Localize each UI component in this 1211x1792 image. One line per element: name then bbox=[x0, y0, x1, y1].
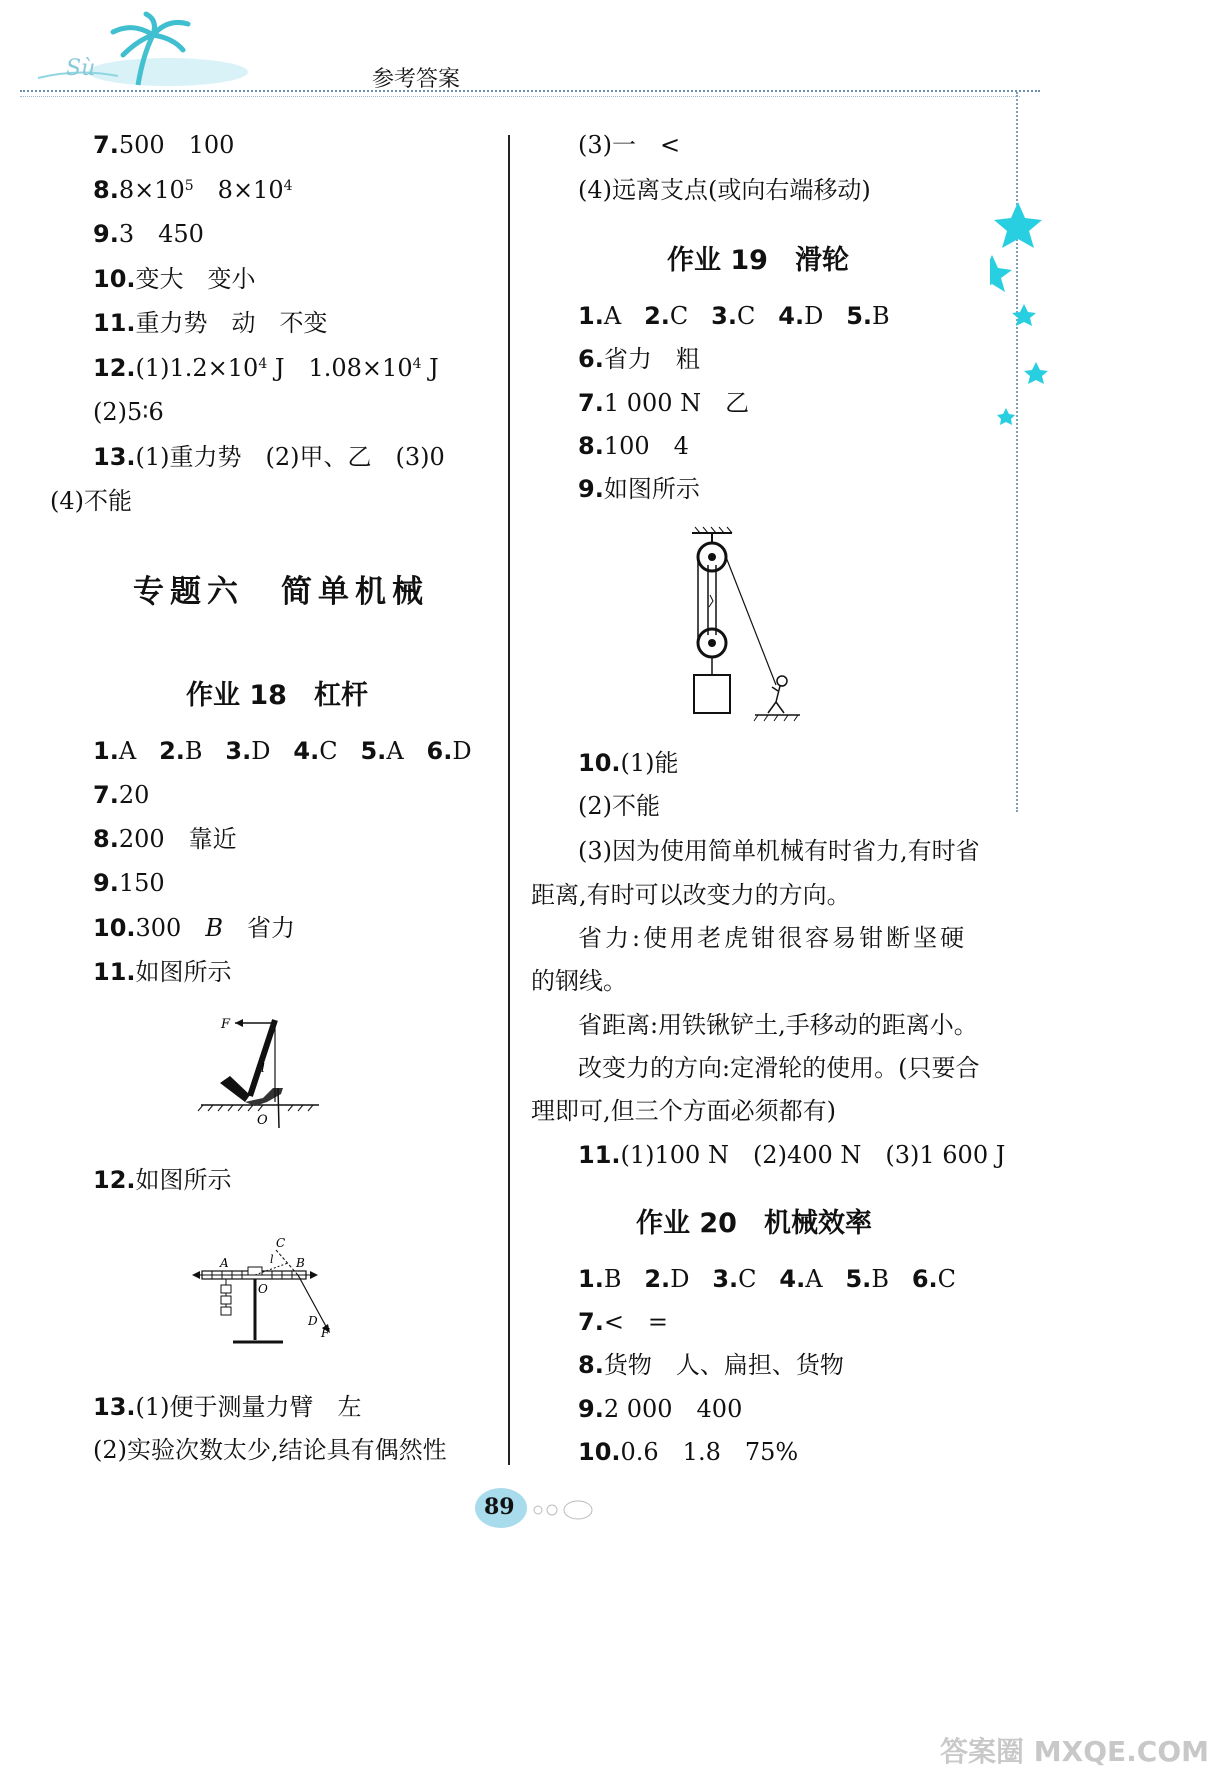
hw20-answer-10: 10.0.6 1.8 75% bbox=[578, 1438, 799, 1466]
hw20-answer-8: 8.货物 人、扁担、货物 bbox=[578, 1351, 844, 1379]
lever-figure-11 bbox=[195, 1010, 325, 1130]
hw19-answer-9: 9.如图所示 bbox=[578, 475, 700, 503]
hw19-answer-10-force-line2: 的钢线。 bbox=[531, 967, 627, 995]
answer-c4: (4)远离支点(或向右端移动) bbox=[578, 176, 871, 204]
hw19-answer-7: 7.1 000 N 乙 bbox=[578, 389, 750, 417]
hw19-answer-10-direction-line1: 改变力的方向:定滑轮的使用。(只要合 bbox=[578, 1054, 980, 1082]
hw18-answer-11: 11.如图所示 bbox=[93, 958, 232, 986]
answer-8: $8.8\times 10^5$ $8\times 10^4$ bbox=[93, 176, 293, 204]
svg-text:O: O bbox=[258, 1282, 268, 1296]
header-divider bbox=[20, 90, 1040, 92]
hw19-answer-10: 10.(1)能 bbox=[578, 749, 679, 777]
hw18-answer-10: 10.300 B 省力 bbox=[93, 914, 295, 942]
svg-text:B: B bbox=[296, 1256, 305, 1270]
hw18-answer-7: 7.20 bbox=[93, 781, 150, 809]
svg-text:A: A bbox=[220, 1256, 229, 1270]
answer-10: 10.变大 变小 bbox=[93, 265, 256, 293]
footer-bubbles bbox=[530, 1495, 600, 1529]
hw19-answer-10-direction-line2: 理即可,但三个方面必须都有) bbox=[531, 1097, 836, 1125]
hw19-answer-11: 11.(1)100 N (2)400 N (3)1 600 J bbox=[578, 1141, 1006, 1169]
topic-title: 专题六 简单机械 bbox=[133, 574, 429, 610]
answer-9: 9.3 450 bbox=[93, 220, 204, 248]
force-label: F bbox=[221, 1017, 231, 1032]
homework-20-choices: 1.B 2.D 3.C 4.A 5.B 6.C bbox=[578, 1265, 957, 1293]
hw19-answer-6: 6.省力 粗 bbox=[578, 345, 700, 373]
homework-18-choices: 1.A 2.B 3.D 4.C 5.A 6.D bbox=[93, 737, 472, 765]
answer-13-part4: (4)不能 bbox=[50, 487, 132, 515]
pivot-label: O bbox=[257, 1113, 268, 1128]
answer-11: 11.重力势 动 不变 bbox=[93, 309, 328, 337]
hw20-answer-7: 7.< = bbox=[578, 1308, 669, 1336]
page-number: 89 bbox=[484, 1494, 515, 1520]
hw18-answer-13: 13.(1)便于测量力臂 左 bbox=[93, 1393, 362, 1421]
hw19-answer-8: 8.100 4 bbox=[578, 432, 689, 460]
hw18-answer-8: 8.200 靠近 bbox=[93, 825, 237, 853]
answer-12: $12.(1)1.2\times 10^4$ J $1.08\times 10^4$ J bbox=[93, 354, 439, 382]
watermark: 答案圈 MXQE.COM bbox=[940, 1735, 1209, 1768]
hw19-answer-10-part2: (2)不能 bbox=[578, 792, 660, 820]
header-title: 参考答案 bbox=[372, 67, 461, 92]
svg-text:D: D bbox=[308, 1314, 318, 1328]
hw18-answer-12: 12.如图所示 bbox=[93, 1166, 232, 1194]
pulley-figure bbox=[680, 525, 810, 725]
svg-text:F: F bbox=[321, 1326, 330, 1340]
hw19-answer-10-part3-line1: (3)因为使用简单机械有时省力,有时省 bbox=[578, 837, 980, 865]
homework-19-title: 作业 19 滑轮 bbox=[667, 245, 849, 276]
answer-13: 13.(1)重力势 (2)甲、乙 (3)0 bbox=[93, 443, 445, 471]
svg-text:l: l bbox=[270, 1253, 274, 1266]
homework-20-title: 作业 20 机械效率 bbox=[636, 1208, 872, 1239]
svg-text:C: C bbox=[276, 1236, 286, 1250]
hw19-answer-10-force-line1: 省力:使用老虎钳很容易钳断坚硬 bbox=[578, 924, 968, 952]
hw19-answer-10-distance: 省距离:用铁锹铲土,手移动的距离小。 bbox=[578, 1011, 978, 1039]
homework-18-title: 作业 18 杠杆 bbox=[186, 680, 368, 711]
homework-19-choices: 1.A 2.C 3.C 4.D 5.B bbox=[578, 302, 890, 330]
hw18-answer-9: 9.150 bbox=[93, 869, 165, 897]
hw20-answer-9: 9.2 000 400 bbox=[578, 1395, 743, 1423]
answer-7: 7.500 100 bbox=[93, 131, 235, 159]
lever-figure-12 bbox=[188, 1225, 338, 1350]
arm-label: l bbox=[261, 1061, 265, 1075]
header-logo-text: Sù bbox=[66, 56, 96, 81]
star-decoration bbox=[990, 200, 1070, 440]
header-logo bbox=[18, 10, 248, 90]
hw19-answer-10-part3-line2: 距离,有时可以改变力的方向。 bbox=[531, 881, 851, 909]
answer-c3: (3)一 < bbox=[578, 131, 681, 159]
header-divider-2 bbox=[20, 96, 1020, 97]
answer-12-part2: (2)5∶6 bbox=[93, 398, 164, 426]
hw18-answer-13-part2: (2)实验次数太少,结论具有偶然性 bbox=[93, 1436, 447, 1464]
column-divider bbox=[508, 135, 510, 1465]
